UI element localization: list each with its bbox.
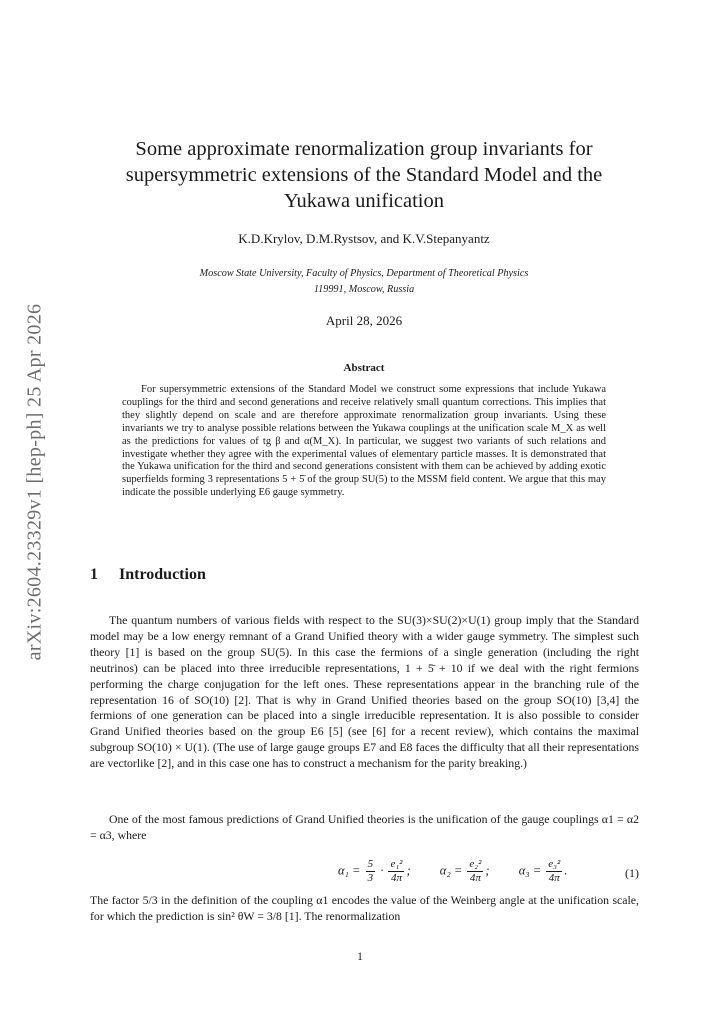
affiliation-line-2: 119991, Moscow, Russia [313, 284, 415, 295]
alpha3-lhs: α₃ = [518, 863, 542, 878]
equation-1 [90, 856, 639, 890]
frac-denominator: 4π [469, 872, 481, 884]
e2-fraction [467, 858, 483, 885]
intro-paragraph-1: The quantum numbers of various fields with respect to the SU(3)×SU(2)×U(1) group imply that the Standard model may be a low energy remnant of a Grand Unified theory with a wider gauge symmetry. The simplest such theory [1] is based on the group SU(5). In this case the fermions of a single generation (including the right neutrinos) can be placed into three irreducible representations, 1 + 5̄ + 10 if we deal with the right fermions performing the charge conjugation for the left ones. These representations appear in the branching rule of the representation 16 of SO(10) [2]. That is why in Grand Unified theories based on the group SO(10) [3,4] the fermions of one generation can be placed into a single irreducible representation. It is also possible to consider Grand Unified theories based on the group E6 [5] (see [6] for a recent review), which contains the maximal subgroup SO(10) × U(1). (The use of large gauge groups E7 and E8 faces the difficulty that all their representations are vectorlike [2], and in this case one has to construct a mechanism for the parity breaking.) [90, 613, 639, 771]
intro-paragraph-3: The factor 5/3 in the definition of the coupling α1 encodes the value of the Weinberg angle at the unification scale, for which the prediction is sin² θW = 3/8 [1]. The renormalization [90, 893, 639, 923]
section-heading [90, 566, 206, 584]
dot-operator: · [380, 863, 384, 878]
equation-number: (1) [625, 866, 639, 880]
e3-fraction [546, 858, 562, 885]
intro-paragraph-2: One of the most famous predictions of Grand Unified theories is the unification of the gauge couplings α1 = α2 = α3, where [90, 812, 639, 842]
alpha1-definition [338, 858, 411, 885]
separator: . [564, 863, 568, 878]
separator: ; [406, 863, 411, 878]
frac-numerator: e₁² [390, 858, 403, 870]
arxiv-side-identifier [18, 292, 52, 672]
equation-math [338, 858, 593, 885]
section-title: Introduction [119, 566, 206, 583]
frac-denominator: 4π [390, 872, 402, 884]
alpha2-lhs: α₂ = [439, 863, 463, 878]
abstract-heading: Abstract [343, 362, 385, 374]
affiliation [100, 266, 628, 298]
frac-denominator: 3 [367, 872, 374, 884]
frac-numerator: e₃² [548, 858, 561, 870]
abstract-text: For supersymmetric extensions of the Standard Model we construct some expressions that include Yukawa couplings for the third and second generations and receive relatively small quantum corrections. This implies that they slightly depend on scale and are therefore approximate renormalization group invariants. Using these invariants we try to analyse possible relations between the Yukawa couplings at the unification scale M_X as well as the predictions for values of tg β and α(M_X). In particular, we suggest two variants of such relations and investigate whether they agree with the experimental values of elementary particle masses. It is demonstrated that the Yukawa unification for the third and second generations consistent with them can be achieved by adding exotic superfields forming 3 representations 5 + 5̄ of the group SU(5) to the MSSM field content. We argue that this may indicate the possible underlying E6 gauge symmetry. [122, 384, 606, 499]
frac-denominator: 4π [548, 872, 560, 884]
section-number: 1 [90, 566, 98, 583]
page-number: 1 [357, 951, 363, 963]
arxiv-identifier-text: arXiv:2604.23329v1 [hep-ph] 25 Apr 2026 [23, 303, 46, 661]
affiliation-line-1: Moscow State University, Faculty of Physics, Department of Theoretical Physics [199, 268, 529, 279]
e1-fraction [388, 858, 404, 885]
separator: ; [485, 863, 490, 878]
alpha3-definition [519, 858, 568, 885]
frac-numerator: e₂² [469, 858, 482, 870]
paper-title: Some approximate renormalization group invariants for supersymmetric extensions of the Standard Model and the Yukawa unification [125, 138, 603, 212]
frac-numerator: 5 [367, 858, 374, 870]
five-thirds-fraction [366, 858, 376, 885]
alpha2-definition [440, 858, 490, 885]
date: April 28, 2026 [325, 313, 403, 328]
authors: K.D.Krylov, D.M.Rystsov, and K.V.Stepanyantz [238, 231, 490, 246]
alpha1-lhs: α₁ = [338, 863, 361, 878]
